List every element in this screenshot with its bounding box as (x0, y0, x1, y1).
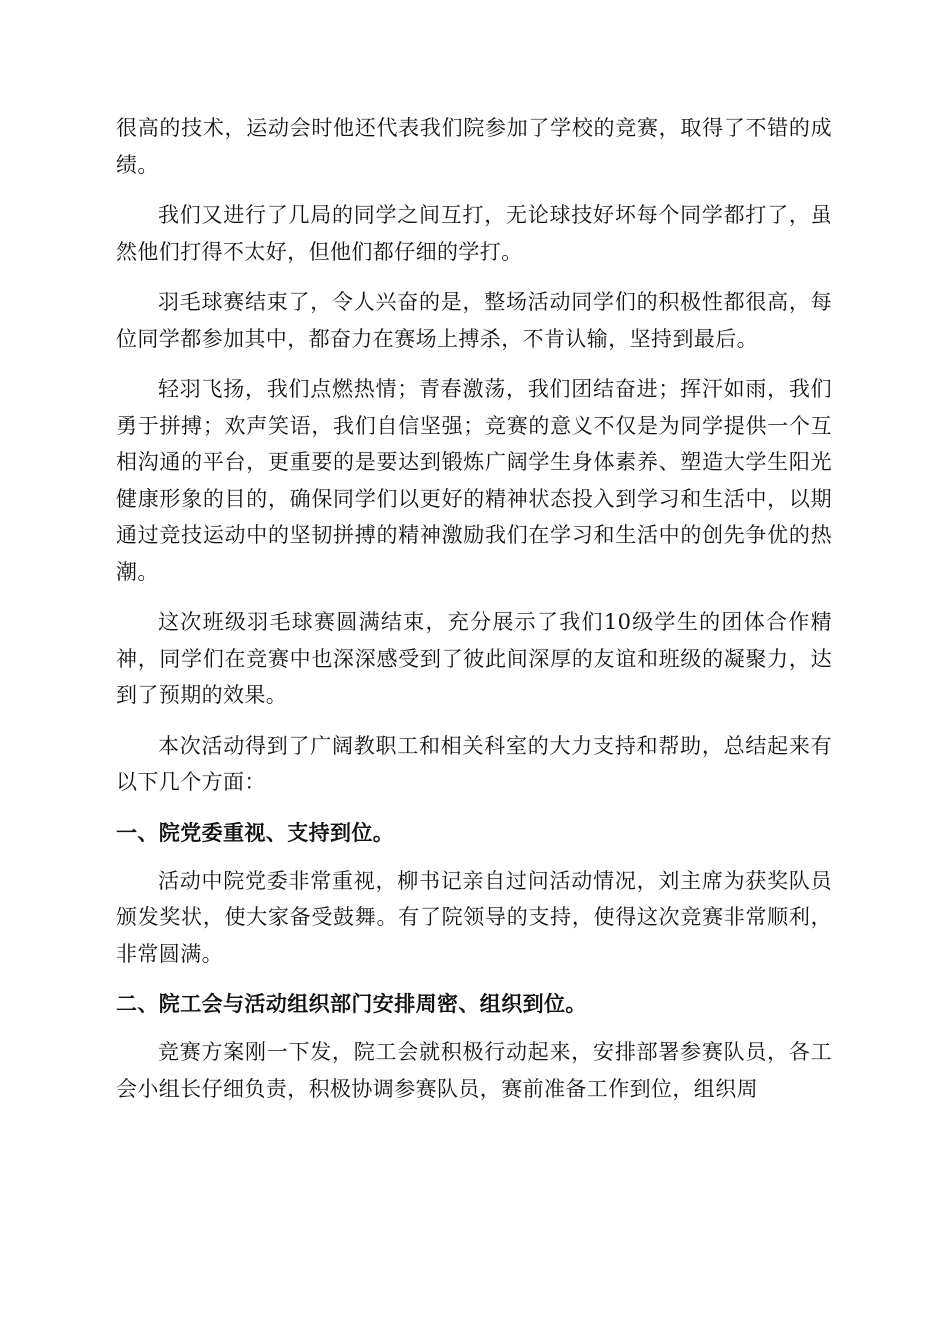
paragraph-4: 轻羽飞扬，我们点燃热情；青春激荡，我们团结奋进；挥汗如雨，我们勇于拼搏；欢声笑语，我们自信坚强；竞赛的意义不仅是为同学提供一个互相沟通的平台，更重要的是要达到锻炼广阔学生身体素养、塑造大学生阳光健康形象的目的，确保同学们以更好的精神状态投入到学习和生活中，以期通过竞技运动中的坚韧拼搏的精神激励我们在学习和生活中的创先争优的热潮。 (116, 377, 832, 584)
paragraph-2: 我们又进行了几局的同学之间互打，无论球技好坏每个同学都打了，虽然他们打得不太好，但他们都仔细的学打。 (116, 203, 832, 264)
document-page (116, 110, 832, 1121)
section-heading-2: 二、院工会与活动组织部门安排周密、组织到位。 (116, 992, 587, 1016)
paragraph-1: 很高的技术，运动会时他还代表我们院参加了学校的竞赛，取得了不错的成绩。 (116, 116, 832, 177)
section-heading-1: 一、院党委重视、支持到位。 (116, 820, 395, 845)
paragraph-5: 这次班级羽毛球赛圆满结束，充分展示了我们10级学生的团体合作精神，同学们在竞赛中也深深感受到了彼此间深厚的友谊和班级的凝聚力，达到了预期的效果。 (116, 610, 832, 707)
paragraph-3: 羽毛球赛结束了，令人兴奋的是，整场活动同学们的积极性都很高，每位同学都参加其中，都奋力在赛场上搏杀，不肯认输，坚持到最后。 (116, 290, 832, 351)
paragraph-7: 活动中院党委非常重视，柳书记亲自过问活动情况，刘主席为获奖队员颁发奖状，使大家备受鼓舞。有了院领导的支持，使得这次竞赛非常顺利，非常圆满。 (116, 868, 832, 966)
paragraph-6: 本次活动得到了广阔教职工和相关科室的大力支持和帮助，总结起来有以下几个方面： (116, 733, 832, 794)
paragraph-8: 竞赛方案刚一下发，院工会就积极行动起来，安排部署参赛队员，各工会小组长仔细负责，积极协调参赛队员，赛前准备工作到位，组织周 (116, 1040, 832, 1101)
